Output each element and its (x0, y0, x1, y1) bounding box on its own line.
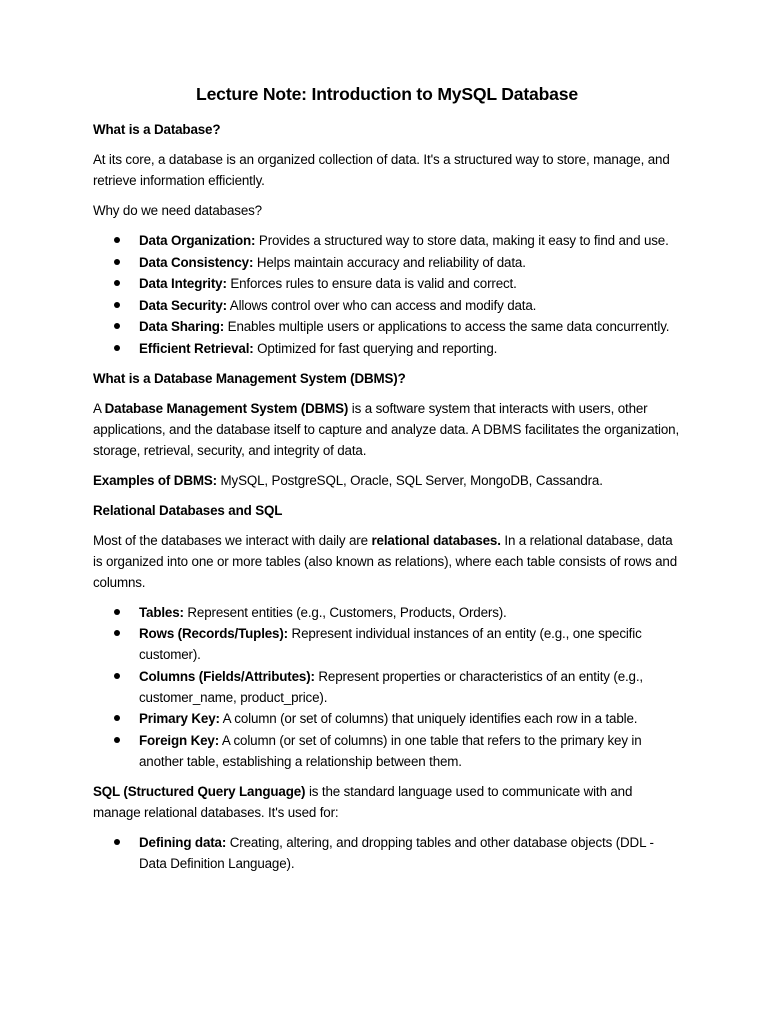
list-item (93, 295, 681, 316)
bullet-icon (114, 302, 120, 308)
paragraph-relational-intro (93, 530, 681, 593)
bold-term: relational databases. (371, 532, 501, 548)
list-item-term: Efficient Retrieval: (139, 340, 254, 356)
bold-term: Examples of DBMS: (93, 472, 217, 488)
paragraph-dbms-definition (93, 398, 681, 461)
list-item-desc: Allows control over who can access and modify data. (226, 297, 537, 313)
list-item (93, 730, 681, 772)
list-item-term: Columns (Fields/Attributes): (139, 668, 315, 684)
list-item-desc: Optimized for fast querying and reporting. (253, 340, 498, 356)
list-item-term: Data Sharing: (139, 319, 225, 334)
list-database-benefits (93, 230, 681, 359)
text-run: is a software system that interacts with users, other applications, and the database itself to capture and analyze data. A DBMS facilitates the organization, storage, retrieval, security, and integrity of data. (93, 400, 680, 458)
list-item-term: Rows (Records/Tuples): (139, 626, 288, 641)
list-item (93, 602, 681, 623)
list-item-desc: Represent individual instances of an entity (e.g., one specific customer). (139, 626, 642, 662)
list-item-desc: Enforces rules to ensure data is valid and correct. (226, 276, 517, 291)
bold-term: SQL (Structured Query Language) (93, 783, 306, 799)
list-item (93, 708, 681, 729)
list-sql-uses (93, 832, 681, 874)
list-item (93, 338, 681, 359)
list-item (93, 666, 681, 708)
bullet-icon (114, 715, 120, 721)
list-item-term: Data Security: (139, 297, 227, 313)
list-item (93, 832, 681, 874)
text-run: MySQL, PostgreSQL, Oracle, SQL Server, MongoDB, Cassandra. (216, 472, 603, 488)
text-run: Most of the databases we interact with daily are (93, 532, 372, 548)
list-item-desc: Provides a structured way to store data, making it easy to find and use. (255, 233, 669, 248)
bullet-icon (114, 673, 120, 679)
section-heading-database: What is a Database? (93, 122, 221, 137)
list-item-desc: A column (or set of columns) that uniquely identifies each row in a table. (219, 711, 638, 726)
list-item (93, 252, 681, 273)
paragraph-database-definition: At its core, a database is an organized collection of data. It's a structured way to store, manage, and retrieve information efficiently. (93, 152, 670, 188)
bullet-icon (114, 345, 120, 351)
list-relational-concepts (93, 602, 681, 772)
section-heading-dbms: What is a Database Management System (DBMS)? (93, 370, 406, 386)
bullet-icon (114, 280, 120, 286)
list-item (93, 623, 681, 665)
list-item-term: Foreign Key: (139, 732, 220, 748)
text-run: In a relational database, data is organized into one or more tables (also known as relations), where each table consists of rows and columns. (93, 532, 678, 590)
bullet-icon (114, 237, 120, 243)
bullet-icon (114, 609, 120, 615)
list-item-term: Primary Key: (139, 711, 220, 726)
paragraph-sql-intro (93, 781, 681, 823)
list-item-term: Data Consistency: (139, 254, 254, 270)
list-item-desc: Represent entities (e.g., Customers, Products, Orders). (183, 604, 507, 620)
paragraph-dbms-examples (93, 470, 681, 491)
list-item-desc: Creating, altering, and dropping tables and other database objects (DDL - Data Definition Language). (139, 834, 654, 871)
bullet-icon (114, 737, 120, 743)
list-item-desc: A column (or set of columns) in one table that refers to the primary key in another table, establishing a relationship between them. (139, 732, 642, 769)
list-item (93, 230, 681, 251)
list-item-desc: Helps maintain accuracy and reliability of data. (253, 254, 526, 270)
bullet-icon (114, 323, 120, 329)
bold-term: Database Management System (DBMS) (104, 400, 349, 416)
list-item (93, 273, 681, 294)
bullet-icon (114, 259, 120, 265)
page-title: Lecture Note: Introduction to MySQL Database (196, 84, 578, 104)
text-run: A (93, 400, 105, 416)
document-body (93, 82, 681, 883)
paragraph-why-databases: Why do we need databases? (93, 203, 262, 218)
list-item (93, 316, 681, 337)
list-item-term: Data Integrity: (139, 276, 227, 291)
bullet-icon (114, 839, 120, 845)
text-run: is the standard language used to communicate with and manage relational databases. It's used for: (93, 783, 633, 820)
bullet-icon (114, 630, 120, 636)
list-item-term: Defining data: (139, 834, 227, 850)
list-item-term: Tables: (139, 604, 184, 620)
section-heading-relational: Relational Databases and SQL (93, 502, 283, 518)
list-item-desc: Enables multiple users or applications to access the same data concurrently. (224, 319, 670, 334)
list-item-term: Data Organization: (139, 233, 256, 248)
list-item-desc: Represent properties or characteristics of an entity (e.g., customer_name, product_price). (139, 668, 643, 705)
